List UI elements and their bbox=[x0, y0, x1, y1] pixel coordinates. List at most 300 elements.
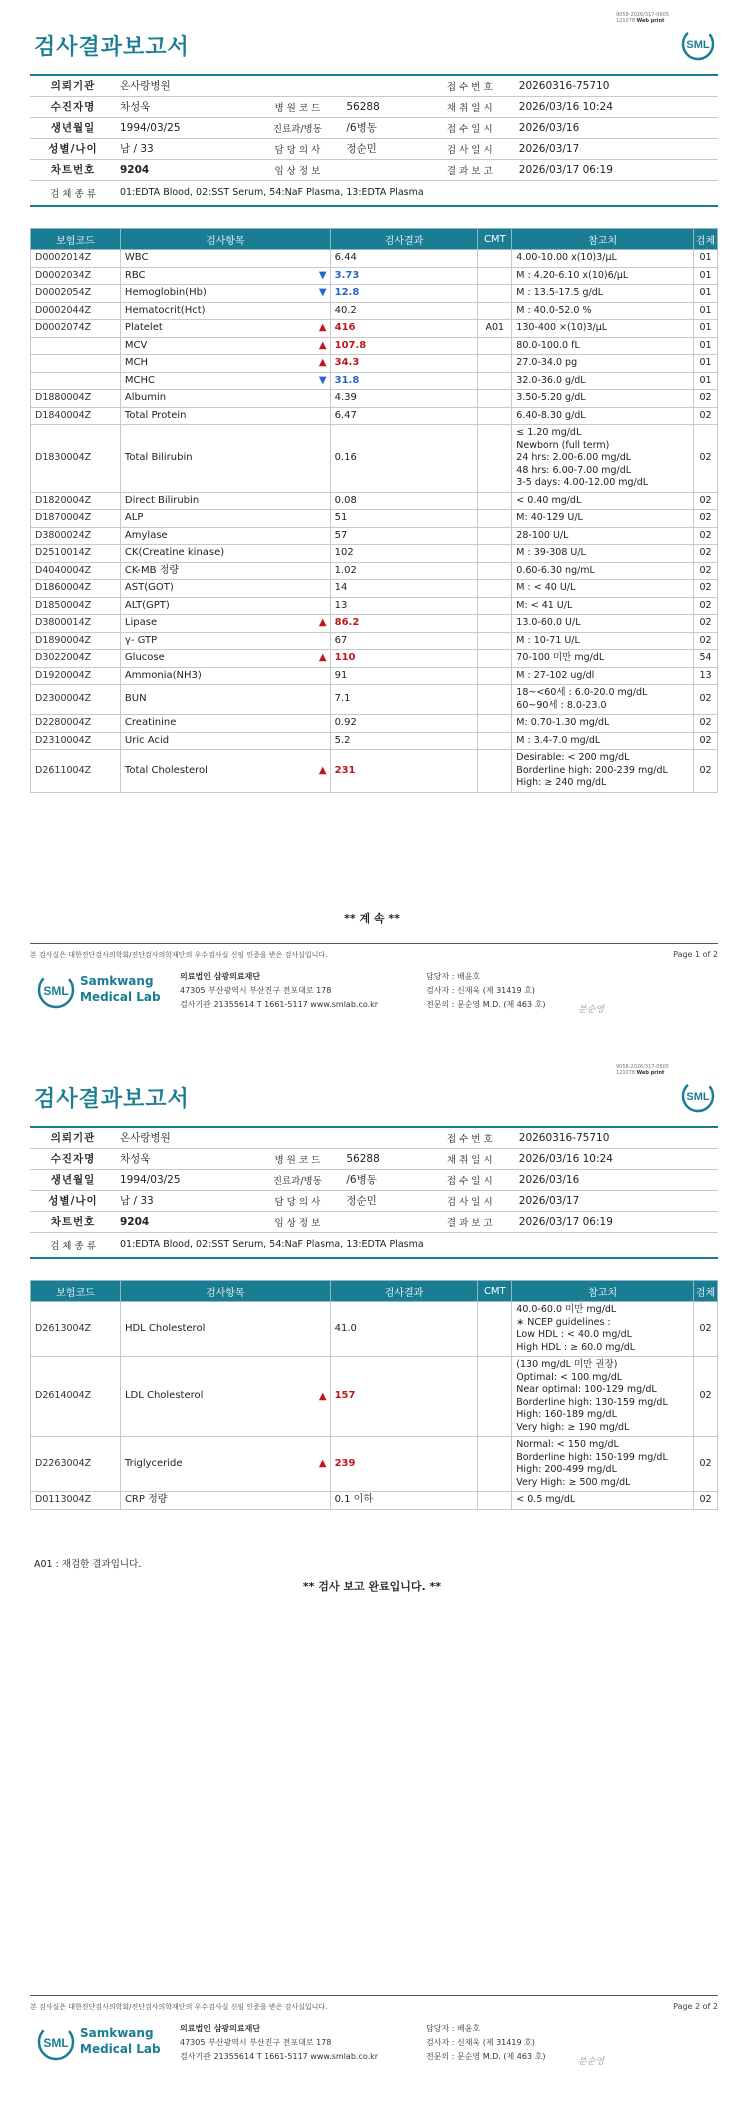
high-flag-icon: ▲ bbox=[318, 1390, 327, 1402]
insurance-code: D0002074Z bbox=[31, 320, 121, 338]
stamp-web: Web print bbox=[636, 18, 665, 24]
reference-range: 4.00-10.00 x(10)3/μL bbox=[512, 250, 694, 268]
reference-range: M: < 41 U/L bbox=[512, 597, 694, 615]
test-item-label: Total Bilirubin bbox=[124, 452, 193, 463]
low-flag-icon: ▼ bbox=[318, 287, 327, 298]
test-item bbox=[120, 337, 330, 355]
receipt-no-value: 20260316-75710 bbox=[515, 75, 718, 96]
test-item-label: CK-MB 정량 bbox=[124, 564, 180, 576]
stamp-id: 9058-2026/317-0605 bbox=[615, 12, 669, 18]
insurance-code: D0002014Z bbox=[31, 250, 121, 268]
chart-value: 9204 bbox=[116, 1211, 252, 1232]
reference-range: M : 27-102 ug/dl bbox=[512, 667, 694, 685]
test-item bbox=[120, 1437, 330, 1492]
comment-code bbox=[478, 545, 512, 563]
address: 47305 부산광역시 부산진구 전포대로 178 bbox=[180, 986, 332, 995]
comment-code bbox=[478, 267, 512, 285]
result-row bbox=[31, 390, 718, 408]
insurance-code: D0002034Z bbox=[31, 267, 121, 285]
sml-footer-logo-icon bbox=[36, 970, 76, 1010]
reference-range: M: 0.70-1.30 mg/dL bbox=[512, 715, 694, 733]
receipt-no-value: 20260316-75710 bbox=[515, 1127, 718, 1148]
hospital-code-value: 56288 bbox=[342, 1148, 424, 1169]
test-item bbox=[120, 302, 330, 320]
comment-code bbox=[478, 372, 512, 390]
high-flag-icon: ▲ bbox=[318, 322, 327, 333]
specimen-code: 02 bbox=[693, 390, 717, 408]
comment-code bbox=[478, 285, 512, 303]
test-result: 7.1 bbox=[330, 685, 478, 715]
reference-range: M : < 40 U/L bbox=[512, 580, 694, 598]
test-result: 0.08 bbox=[330, 492, 478, 510]
insurance-code: D3800014Z bbox=[31, 615, 121, 633]
reference-range: M: 40-129 U/L bbox=[512, 510, 694, 528]
test-result: 51 bbox=[330, 510, 478, 528]
report-complete-text: ** 검사 보고 완료입니다. ** bbox=[302, 1580, 442, 1593]
chart-label: 차트번호 bbox=[30, 1211, 116, 1232]
result-row bbox=[31, 302, 718, 320]
test-result: 41.0 bbox=[330, 1302, 478, 1357]
comment-code bbox=[478, 355, 512, 373]
patient-info-table bbox=[30, 1126, 718, 1259]
col-result: 검사결과 bbox=[330, 229, 478, 250]
insurance-code: D1840004Z bbox=[31, 407, 121, 425]
footer-signers bbox=[426, 2022, 545, 2064]
test-item-label: BUN bbox=[124, 693, 147, 705]
dob-value: 1994/03/25 bbox=[116, 117, 252, 138]
result-row bbox=[31, 597, 718, 615]
result-row bbox=[31, 732, 718, 750]
reference-range: 80.0-100.0 fL bbox=[512, 337, 694, 355]
test-item-label: Hematocrit(Hct) bbox=[124, 304, 206, 316]
test-item-label: Glucose bbox=[124, 652, 165, 663]
insurance-code: D3022004Z bbox=[31, 650, 121, 668]
specimen-code: 02 bbox=[693, 732, 717, 750]
dept-label: 진료과/병동 bbox=[252, 117, 342, 138]
test-item-label: ALP bbox=[124, 512, 144, 523]
reference-range: M : 39-308 U/L bbox=[512, 545, 694, 563]
test-item-label: Albumin bbox=[124, 392, 167, 403]
specimen-code: 02 bbox=[693, 527, 717, 545]
test-item bbox=[120, 650, 330, 668]
test-result: 91 bbox=[330, 667, 478, 685]
result-row bbox=[31, 650, 718, 668]
reference-range: 28-100 U/L bbox=[512, 527, 694, 545]
svg-text:SML: SML bbox=[43, 984, 69, 998]
test-item-label: Direct Bilirubin bbox=[124, 494, 200, 506]
comment-code bbox=[478, 615, 512, 633]
test-item bbox=[120, 355, 330, 373]
footer-signers bbox=[426, 970, 545, 1012]
report-page-2 bbox=[0, 1052, 744, 2104]
insurance-code: D1830004Z bbox=[31, 425, 121, 493]
specimen-code: 54 bbox=[693, 650, 717, 668]
col-exam: 검체 bbox=[693, 1281, 717, 1302]
high-flag-icon: ▲ bbox=[318, 652, 327, 663]
test-item-label: CK(Creatine kinase) bbox=[124, 547, 225, 558]
test-result: 14 bbox=[330, 580, 478, 598]
insurance-code: D0113004Z bbox=[31, 1492, 121, 1510]
reference-range: < 0.5 mg/dL bbox=[512, 1492, 694, 1510]
test-result: 34.3 bbox=[330, 355, 478, 373]
test-item bbox=[120, 250, 330, 268]
reference-range: 32.0-36.0 g/dL bbox=[512, 372, 694, 390]
hospital-code-value: 56288 bbox=[342, 96, 424, 117]
footer-address bbox=[180, 970, 378, 1012]
dob-value: 1994/03/25 bbox=[116, 1169, 252, 1190]
result-row bbox=[31, 1437, 718, 1492]
collected-label: 채 취 일 시 bbox=[425, 96, 515, 117]
report-title: 검사결과보고서 bbox=[34, 1087, 190, 1112]
insurance-code: D2611004Z bbox=[31, 750, 121, 793]
dept-value: /6병동 bbox=[342, 1169, 424, 1190]
result-row bbox=[31, 492, 718, 510]
result-row bbox=[31, 545, 718, 563]
insurance-code bbox=[31, 372, 121, 390]
received-label: 접 수 일 시 bbox=[425, 117, 515, 138]
stamp-id: 9058-2026/317-0605 bbox=[615, 1064, 669, 1070]
insurance-code: D3800024Z bbox=[31, 527, 121, 545]
cert-text: 본 검사실은 대한진단검사의학회/진단검사의학재단의 우수검사실 신임 인증을 받은 검사실입니다. bbox=[30, 2003, 328, 2011]
test-result: 67 bbox=[330, 632, 478, 650]
chart-value: 9204 bbox=[116, 159, 252, 180]
reference-range: 13.0-60.0 U/L bbox=[512, 615, 694, 633]
examiner: 검사자 : 신재욱 (제 31419 호) bbox=[426, 2038, 535, 2047]
col-exam: 검체 bbox=[693, 229, 717, 250]
test-item bbox=[120, 632, 330, 650]
result-row bbox=[31, 750, 718, 793]
col-cmt: CMT bbox=[478, 1281, 512, 1302]
reference-range: 6.40-8.30 g/dL bbox=[512, 407, 694, 425]
comment-code bbox=[478, 425, 512, 493]
reference-range: < 0.40 mg/dL bbox=[512, 492, 694, 510]
specimen-code: 02 bbox=[693, 685, 717, 715]
test-result: 416 bbox=[330, 320, 478, 338]
test-item bbox=[120, 685, 330, 715]
col-item: 검사항목 bbox=[120, 1281, 330, 1302]
test-result: 0.1 이하 bbox=[330, 1492, 478, 1510]
specimen-code: 02 bbox=[693, 562, 717, 580]
specimen-code: 02 bbox=[693, 580, 717, 598]
insurance-code bbox=[31, 337, 121, 355]
specimen-code: 02 bbox=[693, 492, 717, 510]
footer-logo bbox=[36, 970, 186, 1010]
cert-text: 본 검사실은 대한진단검사의학회/진단검사의학재단의 우수검사실 신임 인증을 받은 검사실입니다. bbox=[30, 951, 328, 959]
low-flag-icon: ▼ bbox=[318, 374, 327, 386]
test-date-label: 검 사 일 시 bbox=[425, 138, 515, 159]
test-item bbox=[120, 267, 330, 285]
dob-label: 생년월일 bbox=[30, 1169, 116, 1190]
sex-age-value: 남 / 33 bbox=[116, 138, 252, 159]
high-flag-icon: ▲ bbox=[318, 764, 327, 776]
low-flag-icon: ▼ bbox=[318, 269, 327, 281]
sex-age-label: 성별/나이 bbox=[30, 138, 116, 159]
specimen-code: 02 bbox=[693, 715, 717, 733]
collected-value: 2026/03/16 10:24 bbox=[515, 96, 718, 117]
test-item-label: WBC bbox=[124, 252, 149, 263]
comment-code bbox=[478, 667, 512, 685]
comment-code bbox=[478, 1357, 512, 1437]
patient-value: 차성욱 bbox=[116, 1148, 252, 1169]
insurance-code: D1890004Z bbox=[31, 632, 121, 650]
test-item-label: Triglyceride bbox=[124, 1457, 183, 1469]
address: 47305 부산광역시 부산진구 전포대로 178 bbox=[180, 2038, 332, 2047]
report-value: 2026/03/17 06:19 bbox=[515, 1211, 718, 1232]
test-result: 239 bbox=[330, 1437, 478, 1492]
test-item-label: Creatinine bbox=[124, 717, 177, 728]
facility-label: 의뢰기관 bbox=[30, 1127, 116, 1148]
test-item-label: Platelet bbox=[124, 322, 163, 333]
specimen-code: 02 bbox=[693, 1357, 717, 1437]
specimen-code: 01 bbox=[693, 250, 717, 268]
sml-footer-logo-icon bbox=[36, 2022, 76, 2062]
specimen-code: 01 bbox=[693, 337, 717, 355]
test-result: 157 bbox=[330, 1357, 478, 1437]
comment-code bbox=[478, 527, 512, 545]
sex-age-value: 남 / 33 bbox=[116, 1190, 252, 1211]
insurance-code: D2614004Z bbox=[31, 1357, 121, 1437]
test-item bbox=[120, 545, 330, 563]
footer-divider bbox=[30, 1995, 718, 1996]
report-title: 검사결과보고서 bbox=[34, 35, 190, 60]
specimen-code: 02 bbox=[693, 750, 717, 793]
reference-range: Desirable: < 200 mg/dL Borderline high: 200-239 mg/dL High: ≥ 240 mg/dL bbox=[512, 750, 694, 793]
manager: 담당자 : 배윤호 bbox=[426, 2024, 481, 2033]
page-number: Page 1 of 2 bbox=[673, 950, 718, 959]
received-value: 2026/03/16 bbox=[515, 1169, 718, 1190]
comment-code bbox=[478, 715, 512, 733]
test-item bbox=[120, 597, 330, 615]
comment-code: A01 bbox=[478, 320, 512, 338]
reference-range: 18~<60세 : 6.0-20.0 mg/dL 60~90세 : 8.0-23.0 bbox=[512, 685, 694, 715]
facility-value: 온사랑병원 bbox=[116, 75, 425, 96]
sample-value: 01:EDTA Blood, 02:SST Serum, 54:NaF Plasma, 13:EDTA Plasma bbox=[116, 180, 718, 206]
insurance-code: D2310004Z bbox=[31, 732, 121, 750]
test-item bbox=[120, 750, 330, 793]
insurance-code: D0002044Z bbox=[31, 302, 121, 320]
col-ref: 참고치 bbox=[512, 229, 694, 250]
test-item-label: RBC bbox=[124, 269, 146, 281]
test-item-label: Ammonia(NH3) bbox=[124, 669, 202, 681]
test-result: 40.2 bbox=[330, 302, 478, 320]
clinical-label: 임 상 정 보 bbox=[252, 159, 342, 180]
agency-info: 검사기관 21355614 T 1661-5117 www.smlab.co.kr bbox=[180, 2052, 379, 2061]
insurance-code: D1820004Z bbox=[31, 492, 121, 510]
col-code: 보험코드 bbox=[31, 229, 121, 250]
reference-range: ≤ 1.20 mg/dL Newborn (full term) 24 hrs: 2.00-6.00 mg/dL 48 hrs: 6.00-7.00 mg/dL 3-5 days: 4.00-12.00 mg/dL bbox=[512, 425, 694, 493]
sample-label: 검 체 종 류 bbox=[30, 1232, 116, 1258]
test-item bbox=[120, 390, 330, 408]
receipt-no-label: 접 수 번 호 bbox=[425, 75, 515, 96]
insurance-code: D2263004Z bbox=[31, 1437, 121, 1492]
comment-code bbox=[478, 732, 512, 750]
insurance-code: D1850004Z bbox=[31, 597, 121, 615]
brand-name: Samkwang bbox=[80, 974, 154, 988]
test-item bbox=[120, 667, 330, 685]
received-label: 접 수 일 시 bbox=[425, 1169, 515, 1190]
sml-logo-icon bbox=[680, 26, 716, 62]
facility-label: 의뢰기관 bbox=[30, 75, 116, 96]
stamp-code: 121078 bbox=[615, 18, 636, 24]
hospital-code-label: 병 원 코 드 bbox=[252, 96, 342, 117]
result-row bbox=[31, 267, 718, 285]
patient-info-table bbox=[30, 74, 718, 207]
test-item bbox=[120, 320, 330, 338]
test-item-label: MCH bbox=[124, 357, 149, 368]
dept-value: /6병동 bbox=[342, 117, 424, 138]
test-result: 107.8 bbox=[330, 337, 478, 355]
test-result: 86.2 bbox=[330, 615, 478, 633]
test-item-label: Total Cholesterol bbox=[124, 764, 208, 776]
test-item-label: γ- GTP bbox=[124, 634, 158, 646]
test-result: 31.8 bbox=[330, 372, 478, 390]
brand-name: Samkwang bbox=[80, 2026, 154, 2040]
test-date-value: 2026/03/17 bbox=[515, 1190, 718, 1211]
insurance-code: D2300004Z bbox=[31, 685, 121, 715]
receipt-no-label: 접 수 번 호 bbox=[425, 1127, 515, 1148]
test-item bbox=[120, 580, 330, 598]
facility-value: 온사랑병원 bbox=[116, 1127, 425, 1148]
test-result: 6.44 bbox=[330, 250, 478, 268]
test-item bbox=[120, 372, 330, 390]
report-label: 결 과 보 고 bbox=[425, 1211, 515, 1232]
insurance-code: D0002054Z bbox=[31, 285, 121, 303]
result-row bbox=[31, 667, 718, 685]
specimen-code: 01 bbox=[693, 285, 717, 303]
test-result: 110 bbox=[330, 650, 478, 668]
test-result: 5.2 bbox=[330, 732, 478, 750]
insurance-code: D2510014Z bbox=[31, 545, 121, 563]
insurance-code: D2280004Z bbox=[31, 715, 121, 733]
comment-code bbox=[478, 407, 512, 425]
report-value: 2026/03/17 06:19 bbox=[515, 159, 718, 180]
comment-code bbox=[478, 390, 512, 408]
clinical-value bbox=[342, 1211, 424, 1232]
specimen-code: 01 bbox=[693, 302, 717, 320]
reference-range: 0.60-6.30 ng/mL bbox=[512, 562, 694, 580]
print-stamp bbox=[616, 1064, 669, 1076]
test-item bbox=[120, 615, 330, 633]
result-row bbox=[31, 1357, 718, 1437]
reference-range: 3.50-5.20 g/dL bbox=[512, 390, 694, 408]
continued-text: ** 계 속 ** bbox=[344, 912, 400, 925]
footer-address bbox=[180, 2022, 378, 2064]
test-item-label: MCHC bbox=[124, 374, 156, 386]
dept-label: 진료과/병동 bbox=[252, 1169, 342, 1190]
result-row bbox=[31, 372, 718, 390]
specimen-code: 01 bbox=[693, 320, 717, 338]
comment-code bbox=[478, 250, 512, 268]
doctor-label: 담 당 의 사 bbox=[252, 138, 342, 159]
specimen-code: 02 bbox=[693, 615, 717, 633]
signature: 분순영 bbox=[578, 1005, 605, 1015]
comment-code bbox=[478, 632, 512, 650]
result-row bbox=[31, 510, 718, 528]
insurance-code: D2613004Z bbox=[31, 1302, 121, 1357]
specimen-code: 02 bbox=[693, 1437, 717, 1492]
sml-logo-icon bbox=[680, 1078, 716, 1114]
result-row bbox=[31, 1302, 718, 1357]
signature: 분순영 bbox=[578, 2057, 605, 2067]
test-result: 57 bbox=[330, 527, 478, 545]
comment-code bbox=[478, 562, 512, 580]
result-row bbox=[31, 407, 718, 425]
test-result: 4.39 bbox=[330, 390, 478, 408]
a01-note: A01 : 재검한 결과입니다. bbox=[34, 1559, 142, 1570]
agency-info: 검사기관 21355614 T 1661-5117 www.smlab.co.kr bbox=[180, 1000, 379, 1009]
org-name: 의료법인 삼광의료재단 bbox=[180, 2024, 261, 2033]
test-item bbox=[120, 715, 330, 733]
result-row bbox=[31, 1492, 718, 1510]
hospital-code-label: 병 원 코 드 bbox=[252, 1148, 342, 1169]
comment-code bbox=[478, 597, 512, 615]
result-row bbox=[31, 562, 718, 580]
high-flag-icon: ▲ bbox=[318, 339, 327, 351]
comment-code bbox=[478, 650, 512, 668]
collected-label: 채 취 일 시 bbox=[425, 1148, 515, 1169]
manager: 담당자 : 배윤호 bbox=[426, 972, 481, 981]
page-number: Page 2 of 2 bbox=[673, 2002, 718, 2011]
reference-range: M : 40.0-52.0 % bbox=[512, 302, 694, 320]
stamp-web: Web print bbox=[636, 1070, 665, 1076]
comment-code bbox=[478, 750, 512, 793]
brand-sub: Medical Lab bbox=[80, 990, 161, 1004]
specimen-code: 02 bbox=[693, 1492, 717, 1510]
result-row bbox=[31, 715, 718, 733]
test-result: 0.16 bbox=[330, 425, 478, 493]
test-item-label: ALT(GPT) bbox=[124, 599, 170, 611]
test-result: 12.8 bbox=[330, 285, 478, 303]
stamp-code: 121078 bbox=[615, 1070, 636, 1076]
test-item bbox=[120, 1357, 330, 1437]
test-item-label: AST(GOT) bbox=[124, 582, 174, 593]
test-result: 102 bbox=[330, 545, 478, 563]
high-flag-icon: ▲ bbox=[318, 357, 327, 368]
reference-range: 70-100 미만 mg/dL bbox=[512, 650, 694, 668]
chart-label: 차트번호 bbox=[30, 159, 116, 180]
high-flag-icon: ▲ bbox=[318, 1457, 327, 1469]
examiner: 검사자 : 신재욱 (제 31419 호) bbox=[426, 986, 535, 995]
test-item-label: Uric Acid bbox=[124, 734, 170, 746]
specimen-code: 02 bbox=[693, 407, 717, 425]
reference-range: 130-400 ×(10)3/μL bbox=[512, 320, 694, 338]
comment-code bbox=[478, 337, 512, 355]
reference-range: (130 mg/dL 미만 권장) Optimal: < 100 mg/dL Near optimal: 100-129 mg/dL Borderline high: 130-159 mg/dL High: 160-189 mg/dL Very high: ≥ 190 mg/dL bbox=[512, 1357, 694, 1437]
patient-label: 수진자명 bbox=[30, 1148, 116, 1169]
result-row bbox=[31, 285, 718, 303]
test-item-label: HDL Cholesterol bbox=[124, 1322, 206, 1334]
test-item bbox=[120, 425, 330, 493]
reference-range: M : 3.4-7.0 mg/dL bbox=[512, 732, 694, 750]
result-row bbox=[31, 250, 718, 268]
test-item bbox=[120, 510, 330, 528]
test-date-label: 검 사 일 시 bbox=[425, 1190, 515, 1211]
patient-value: 차성욱 bbox=[116, 96, 252, 117]
footer-logo bbox=[36, 2022, 186, 2062]
brand-sub: Medical Lab bbox=[80, 2042, 161, 2056]
specimen-code: 02 bbox=[693, 545, 717, 563]
col-ref: 참고치 bbox=[512, 1281, 694, 1302]
test-item bbox=[120, 407, 330, 425]
specimen-code: 02 bbox=[693, 510, 717, 528]
test-item bbox=[120, 285, 330, 303]
reference-range: Normal: < 150 mg/dL Borderline high: 150-199 mg/dL High: 200-499 mg/dL Very High: ≥ 500 mg/dL bbox=[512, 1437, 694, 1492]
specimen-code: 01 bbox=[693, 355, 717, 373]
result-row bbox=[31, 527, 718, 545]
svg-text:SML: SML bbox=[43, 2036, 69, 2050]
test-item-label: Hemoglobin(Hb) bbox=[124, 287, 207, 298]
test-item-label: CRP 정량 bbox=[124, 1494, 168, 1505]
